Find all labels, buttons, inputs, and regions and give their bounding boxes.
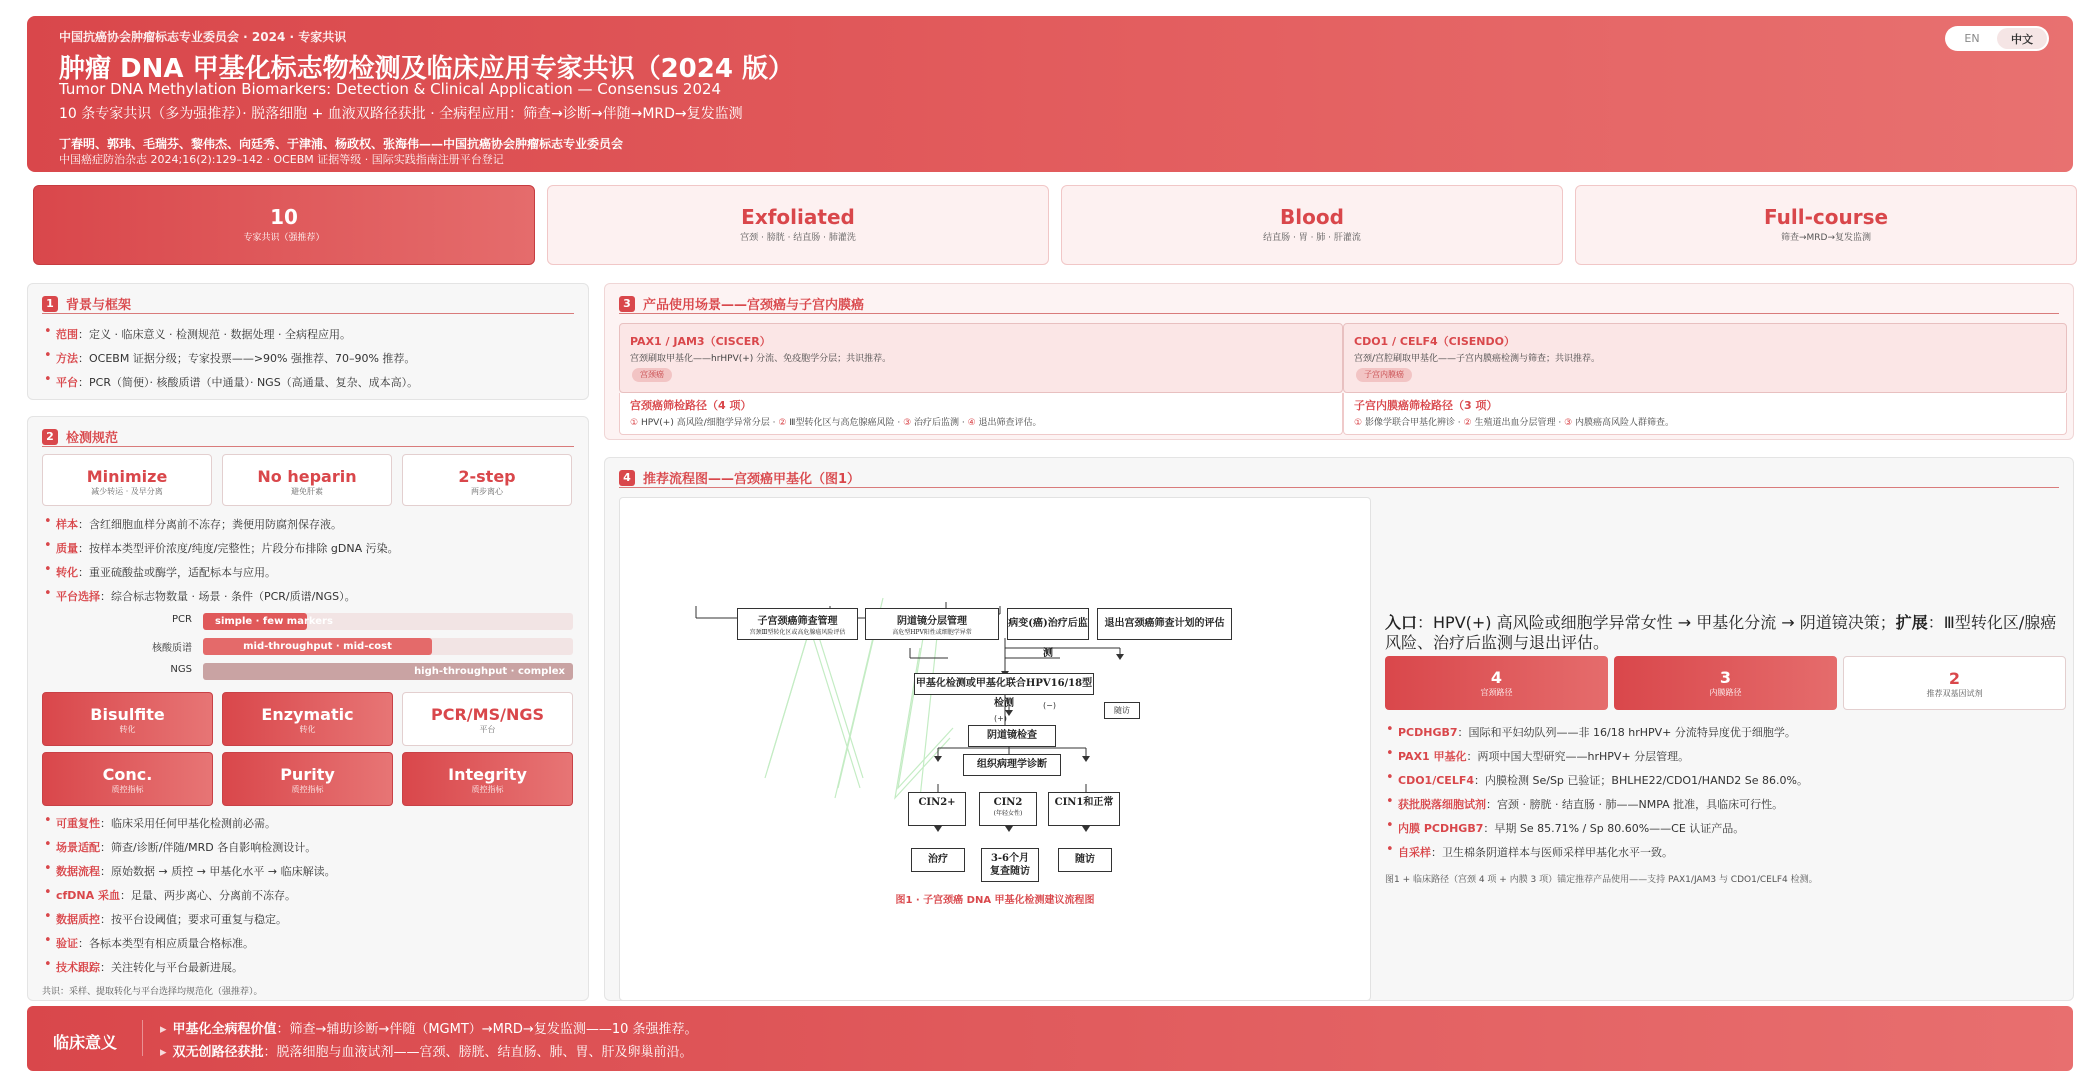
principle-card-two-step: 2-step 两步离心: [402, 454, 572, 506]
list-item: • 平台选择：综合标志物数量 · 场景 · 条件（PCR/质谱/NGS）。: [56, 588, 356, 604]
list-item: • 质量：按样本类型评价浓度/纯度/完整性；片段分布排除 gDNA 污染。: [56, 540, 399, 556]
scenario-desc: 宫颈刷取甲基化——hrHPV(+) 分流、免疫胞学分层；共识推荐。: [630, 354, 892, 364]
header-journal: 中国癌症防治杂志 2024;16(2):129–142 · OCEBM 证据等级 · 国际实践指南注册平台登记: [59, 153, 504, 166]
scenario-path-endometrial: [1343, 393, 2067, 435]
flow-box-cin2plus: CIN2+: [908, 792, 966, 826]
scenario-path-cervical: [619, 393, 1343, 435]
list-item: • 内膜 PCDHGB7：早期 Se 85.71% / Sp 80.60%——CE 认证产品。: [1398, 820, 1744, 836]
footer-banner: [27, 1006, 2073, 1071]
list-item: • cfDNA 采血：足量、两步离心、分离前不冻存。: [56, 887, 296, 903]
tile-purity: Purity 质控指标: [222, 752, 393, 806]
stat-label: 结直肠 · 胃 · 肺 · 肝灌流: [1263, 233, 1361, 243]
stat-value: Full-course: [1763, 205, 1889, 229]
section-note: 图1 + 临床路径（宫颈 4 项 + 内膜 3 项）锚定推荐产品使用——支持 PAX1/JAM3 与 CDO1/CELF4 检测。: [1385, 875, 1818, 885]
scenario-pill: 宫颈癌: [632, 368, 672, 382]
bar-mass-spec: mid-throughput · mid-cost: [203, 638, 432, 655]
stat-label: 宫颈 · 膀胱 · 结直肠 · 肺灌洗: [740, 233, 856, 243]
stat-value: Blood: [1280, 205, 1344, 229]
scenario-title: CDO1 / CELF4（CISENDO）: [1354, 335, 1515, 348]
stat-value: Exfoliated: [741, 205, 855, 229]
principle-card-minimize: Minimize 减少转运 · 及早分离: [42, 454, 212, 506]
list-item: • 范围：定义 · 临床意义 · 检测规范 · 数据处理 · 全病程应用。: [56, 326, 351, 342]
header-banner: [27, 16, 2073, 172]
list-item: • 平台：PCR（简便）· 核酸质谱（中通量）· NGS（高通量、复杂、成本高）。: [56, 374, 418, 390]
tile-concentration: Conc. 质控指标: [42, 752, 213, 806]
list-item: • 可重复性：临床采用任何甲基化检测前必需。: [56, 815, 276, 831]
footer-line: ▸ 双无创路径获批：脱落细胞与血液试剂——宫颈、膀胱、结直肠、肺、胃、肝及卵巢前沿。: [160, 1041, 693, 1060]
flow-box-screening: 子宫颈癌筛查管理 宫颈Ⅲ型转化区或高危腺癌风险评估: [737, 608, 858, 640]
lang-en-button[interactable]: EN: [1964, 32, 1980, 45]
footer-divider: [142, 1020, 143, 1056]
list-item: • 样本：含红细胞血样分离前不冻存；粪便用防腐剂保存液。: [56, 516, 342, 532]
list-item: • 数据质控：按平台设阈值；要求可重复与稳定。: [56, 911, 287, 927]
flowchart-connectors: [620, 498, 1372, 1002]
scenario-card-cervical: [619, 323, 1343, 393]
flow-box-methylation-test: 甲基化检测或甲基化联合HPV16/18型检测: [914, 673, 1094, 695]
language-toggle: [1945, 26, 2049, 51]
stat-card-full-course[interactable]: [1575, 185, 2077, 265]
stat-label: 筛查→MRD→复发监测: [1780, 233, 1872, 243]
bar-label-mass-spec: 核酸质谱: [152, 643, 192, 654]
flow-box-post-treatment: 病变(癌)治疗后监测: [1007, 608, 1089, 640]
list-item: • PAX1 甲基化：两项中国大型研究——hrHPV+ 分层管理。: [1398, 748, 1689, 764]
scenario-pill: 子宫内膜癌: [1356, 368, 1412, 382]
stat-label: 专家共识（强推荐）: [243, 233, 325, 243]
list-item: • 技术跟踪：关注转化与平台最新进展。: [56, 959, 243, 975]
principle-card-no-heparin: No heparin 避免肝素: [222, 454, 392, 506]
list-item: • 方法：OCEBM 证据分级；专家投票——>90% 强推荐、70–90% 推荐。: [56, 350, 415, 366]
section-title: 推荐流程图——宫颈癌甲基化（图1）: [643, 472, 861, 487]
flow-box-follow-up-negative: 随访: [1104, 702, 1140, 719]
figure-caption: 图1 · 子宫颈癌 DNA 甲基化检测建议流程图: [895, 895, 1095, 906]
flow-box-exit-evaluation: 退出宫颈癌筛查计划的评估: [1097, 608, 1232, 640]
tile-enzymatic: Enzymatic 转化: [222, 692, 393, 746]
section-background: [27, 283, 589, 400]
tile-integrity: Integrity 质控指标: [402, 752, 573, 806]
section-number: 1: [42, 296, 58, 312]
section-number: 3: [619, 296, 635, 312]
flow-box-colposcopy: 阴道镜检查: [968, 725, 1056, 747]
lang-zh-button[interactable]: 中文: [1997, 28, 2047, 49]
flow-box-follow-up: 随访: [1058, 848, 1112, 872]
tile-platform: PCR/MS/NGS 平台: [402, 692, 573, 746]
flow-entry-summary: 入口：HPV(+) 高风险或细胞学异常女性 → 甲基化分流 → 阴道镜决策；扩展：Ⅲ型转化区/腺癌风险、治疗后监测与退出评估。: [1385, 613, 2057, 652]
stat-value: 10: [270, 205, 298, 229]
flow-box-treatment: 治疗: [911, 848, 965, 872]
flow-box-pathology: 组织病理学诊断: [963, 754, 1061, 776]
path-title: 子宫内膜癌筛检路径（3 项）: [1354, 399, 1498, 412]
flow-box-cin1-normal: CIN1和正常: [1048, 792, 1120, 826]
list-item: • 获批脱落细胞试剂：宫颈 · 膀胱 · 结直肠 · 肺——NMPA 批准，具临床可行性。: [1398, 796, 1783, 812]
scenario-desc: 宫颈/宫腔刷取甲基化——子宫内膜癌检测与筛查；共识推荐。: [1354, 354, 1601, 364]
flow-box-colposcopy-triage: 阴道镜分层管理 高危型HPV阳性或细胞学异常: [865, 608, 999, 640]
list-item: • CDO1/CELF4：内膜检测 Se/Sp 已验证；BHLHE22/CDO1/HAND2 Se 86.0%。: [1398, 772, 1808, 788]
footer-line: ▸ 甲基化全病程价值：筛查→辅助诊断→伴随（MGMT）→MRD→复发监测——10 条强推荐。: [160, 1018, 698, 1037]
bar-ngs: high-throughput · complex: [203, 663, 573, 680]
page-subtitle: Tumor DNA Methylation Biomarkers: Detection & Clinical Application — Consensus 2024: [59, 80, 722, 98]
section-title: 检测规范: [66, 431, 119, 446]
section-header: [42, 294, 574, 314]
list-item: • 场景适配：筛查/诊断/伴随/MRD 各自影响检测设计。: [56, 839, 316, 855]
stat-card-consensus[interactable]: [33, 185, 535, 265]
stat-recommended-reagents: 2 推荐双基因试剂: [1843, 656, 2066, 710]
scenario-card-endometrial: [1343, 323, 2067, 393]
section-title: 背景与框架: [66, 298, 132, 313]
list-item: • 数据流程：原始数据 → 质控 → 甲基化水平 → 临床解读。: [56, 863, 336, 879]
section-title: 产品使用场景——宫颈癌与子宫内膜癌: [643, 298, 865, 313]
list-item: • 转化：重亚硫酸盐或酶学，适配标本与应用。: [56, 564, 276, 580]
section-header: [619, 294, 2059, 314]
bar-pcr: simple · few markers: [203, 613, 307, 630]
flow-box-cin2: CIN2 (年轻女性): [979, 792, 1037, 826]
bar-label-pcr: PCR: [172, 614, 192, 625]
list-item: • PCDHGB7：国际和平妇幼队列——非 16/18 hrHPV+ 分流特异度优于细胞学。: [1398, 724, 1796, 740]
list-item: • 自采样：卫生棉条阴道样本与医师采样甲基化水平一致。: [1398, 844, 1673, 860]
flowchart-figure: [619, 497, 1371, 1001]
section-number: 2: [42, 429, 58, 445]
header-tagline: 10 条专家共识（多为强推荐）· 脱落细胞 + 血液双路径获批 · 全病程应用：筛查→诊断→伴随→MRD→复发监测: [59, 106, 743, 122]
path-title: 宫颈癌筛检路径（4 项）: [630, 399, 752, 412]
flow-label-positive: (+): [994, 714, 1007, 723]
section-note: 共识：采样、提取转化与平台选择均规范化（强推荐）。: [42, 987, 263, 997]
footer-label: 临床意义: [53, 1033, 118, 1052]
flow-box-recheck: 3-6个月 复查随访: [981, 848, 1039, 882]
stat-card-blood[interactable]: [1061, 185, 1563, 265]
bar-label-ngs: NGS: [170, 664, 192, 675]
section-header: [42, 427, 574, 447]
header-authors: 丁春明、郭玮、毛瑞芬、黎伟杰、向廷秀、于津浦、杨政权、张海伟——中国抗癌协会肿瘤标志专业委员会: [59, 137, 624, 151]
header-kicker: 中国抗癌协会肿瘤标志专业委员会 · 2024 · 专家共识: [59, 30, 347, 44]
path-steps: ① 影像学联合甲基化辨诊 · ② 生殖道出血分层管理 · ③ 内膜癌高风险人群筛查。: [1354, 418, 1675, 428]
section-header: [619, 468, 2059, 488]
page-title: 肿瘤 DNA 甲基化标志物检测及临床应用专家共识（2024 版）: [59, 54, 794, 84]
list-item: • 验证：各标本类型有相应质量合格标准。: [56, 935, 254, 951]
section-number: 4: [619, 470, 635, 486]
path-steps: ① HPV(+) 高风险/细胞学异常分层 · ② Ⅲ型转化区与高危腺癌风险 · ③ 治疗后监测 · ④ 退出筛查评估。: [630, 418, 1042, 428]
stat-endometrial-paths: 3 内膜路径: [1614, 656, 1837, 710]
tile-bisulfite: Bisulfite 转化: [42, 692, 213, 746]
stat-cervical-paths: 4 宫颈路径: [1385, 656, 1608, 710]
scenario-title: PAX1 / JAM3（CISCER）: [630, 335, 771, 348]
stat-card-exfoliated[interactable]: [547, 185, 1049, 265]
flow-label-negative: (−): [1043, 701, 1056, 710]
